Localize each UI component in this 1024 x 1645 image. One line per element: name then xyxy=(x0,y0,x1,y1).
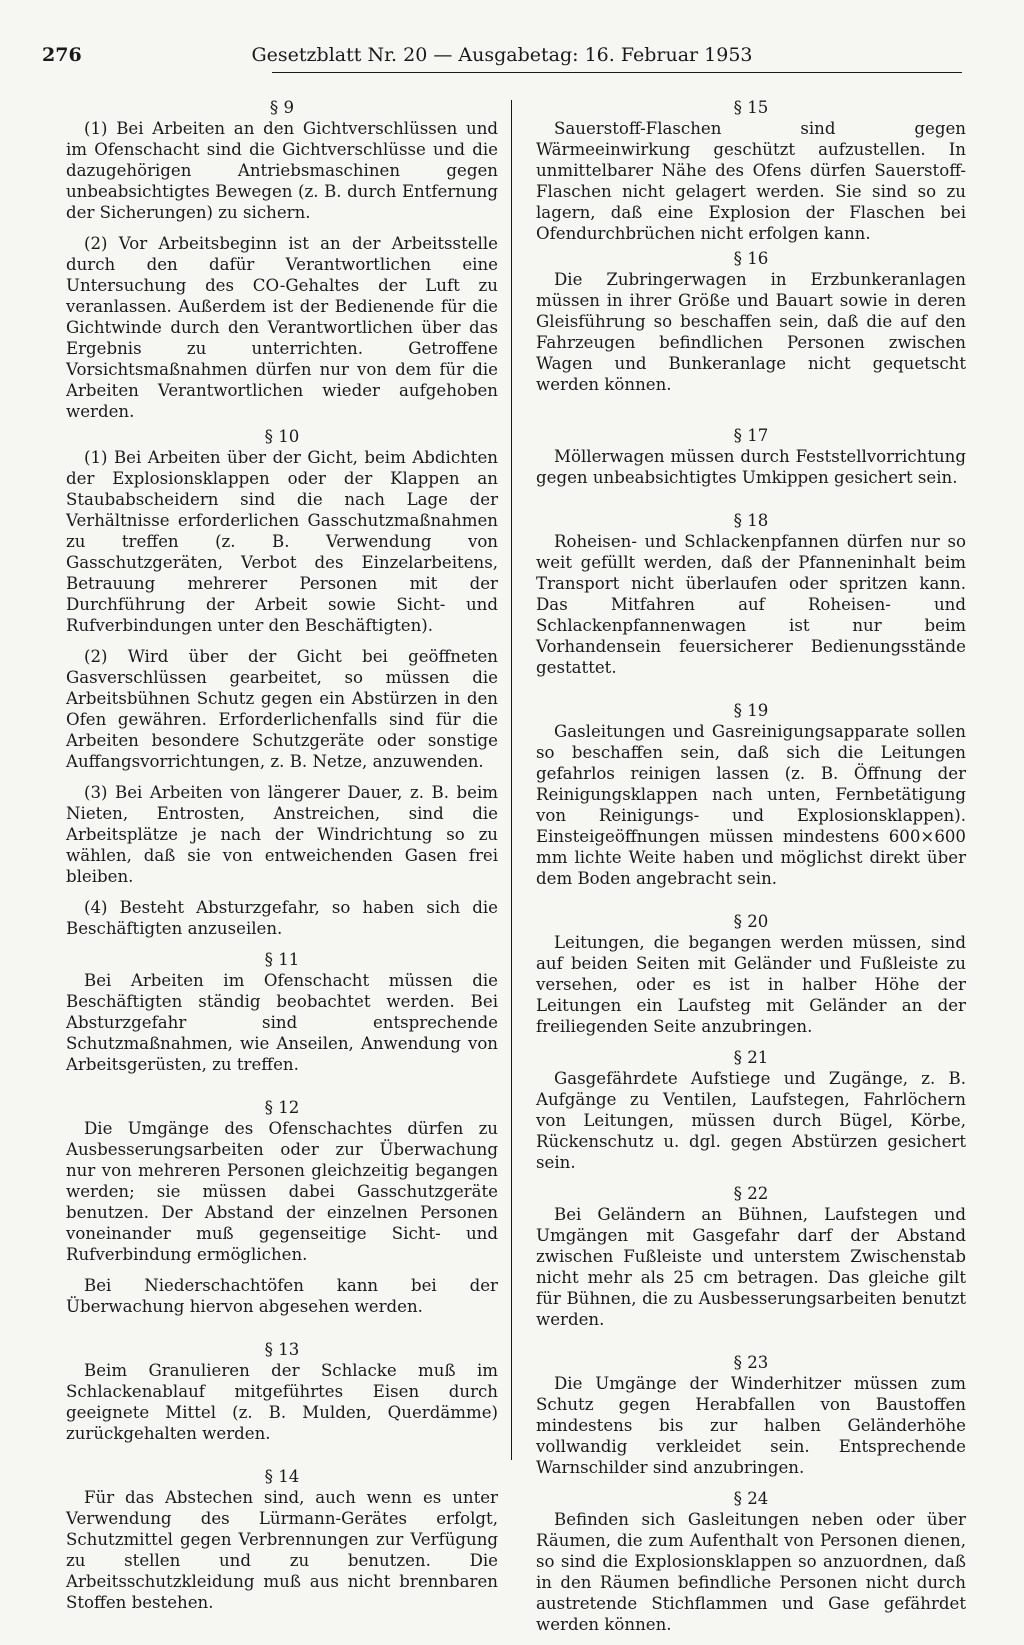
section-heading: § 15 xyxy=(733,98,769,117)
header-rule xyxy=(272,72,962,73)
paragraph: Bei Geländern an Bühnen, Laufstegen und Umgängen mit Gasgefahr darf der Abstand zwischen Fußleiste und unterstem Zwischenstab nicht mehr als 25 cm betragen. Das gleiche gilt für Bühnen, die zu Ausbesserungsarbeiten benutzt werden. xyxy=(536,1205,966,1329)
paragraph: Beim Granulieren der Schlacke muß im Schlackenablauf mitgeführtes Eisen durch geeignete Mittel (z. B. Mulden, Querdämme) zurückgehalten werden. xyxy=(66,1361,498,1443)
section-heading: § 14 xyxy=(264,1467,300,1486)
section-heading: § 20 xyxy=(733,912,769,931)
section-heading: § 12 xyxy=(264,1098,300,1117)
section-heading: § 13 xyxy=(264,1340,300,1359)
section-heading: § 23 xyxy=(733,1353,769,1372)
paragraph: Bei Arbeiten im Ofenschacht müssen die Beschäftigten ständig beobachtet werden. Bei Absturzgefahr sind entsprechende Schutzmaßnahmen, wie Anseilen, Anwendung von Arbeitsgerüsten, zu treffen. xyxy=(66,971,498,1074)
left-column xyxy=(66,97,498,1623)
section-heading: § 10 xyxy=(264,427,300,446)
paragraph: Sauerstoff-Flaschen sind gegen Wärmeeinwirkung geschützt aufzustellen. In unmittelbarer Nähe des Ofens dürfen Sauerstoff-Flaschen nicht gelagert werden. Sie sind so zu lagern, daß eine Explosion der Flaschen bei Ofendurchbrüchen nicht erfolgen kann. xyxy=(536,119,966,243)
paragraph: Die Zubringerwagen in Erzbunkeranlagen müssen in ihrer Größe und Bauart sowie in deren Gleisführung so beschaffen sein, daß die auf den Fahrzeugen befindlichen Personen zwischen Wagen und Bunkeranlage nicht gequetscht werden können. xyxy=(536,270,966,394)
paragraph: (1) Bei Arbeiten über der Gicht, beim Abdichten der Explosionsklappen oder der Klappen an Staubabscheidern sind die nach Lage der Verhältnisse erforderlichen Gasschutzmaßnahmen zu treffen (z. B. Verwendung von Gasschutzgeräten, Verbot des Einzelarbeitens, Betrauung mehrerer Personen mit der Durchführung der Arbeit sowie Sicht- und Rufverbindungen unter den Beschäftigten). xyxy=(66,448,498,635)
paragraph: Gasleitungen und Gasreinigungsapparate sollen so beschaffen sein, daß sich die Leitungen gefahrlos reinigen lassen (z. B. Öffnung der Reinigungsklappen nach unten, Fernbetätigung von Reinigungs- und Explosionsklappen). Einsteigeöffnungen müssen mindestens 600×600 mm lichte Weite haben und möglichst direkt über dem Boden angebracht sein. xyxy=(536,722,966,888)
paragraph: Leitungen, die begangen werden müssen, sind auf beiden Seiten mit Geländer und Fußleiste zu versehen, oder es ist in halber Höhe der Leitungen ein Laufsteg mit Geländer an der freiliegenden Seite anzubringen. xyxy=(536,933,966,1036)
paragraph: Die Umgänge des Ofenschachtes dürfen zu Ausbesserungsarbeiten oder zur Überwachung nur von mehreren Personen gleichzeitig begangen werden; sie müssen dabei Gasschutzgeräte benutzen. Der Abstand der einzelnen Personen voneinander muß gegenseitige Sicht- und Rufverbindung ermöglichen. xyxy=(66,1119,498,1264)
section-heading: § 21 xyxy=(733,1048,769,1067)
paragraph: Für das Abstechen sind, auch wenn es unter Verwendung des Lürmann-Gerätes erfolgt, Schutzmittel gegen Verbrennungen zur Verfügung zu stellen und zu benutzen. Die Arbeitsschutzkleidung muß aus nicht brennbaren Stoffen bestehen. xyxy=(66,1488,498,1612)
paragraph: (3) Bei Arbeiten von längerer Dauer, z. B. beim Nieten, Entrosten, Anstreichen, sind die Arbeitsplätze je nach der Windrichtung so zu wählen, daß sie von entweichenden Gasen frei bleiben. xyxy=(66,783,498,886)
section-heading: § 22 xyxy=(733,1184,769,1203)
paragraph: Die Umgänge der Winderhitzer müssen zum Schutz gegen Herabfallen von Baustoffen mindestens bis zur halben Geländerhöhe vollwandig verkleidet sein. Entsprechende Warnschilder sind anzubringen. xyxy=(536,1374,966,1477)
page-number: 276 xyxy=(42,44,82,66)
section-heading: § 18 xyxy=(733,511,769,530)
paragraph: (1) Bei Arbeiten an den Gichtverschlüssen und im Ofenschacht sind die Gichtverschlüsse und die dazugehörigen Antriebsmaschinen gegen unbeabsichtigtes Bewegen (z. B. durch Entfernung der Sicherungen) zu sichern. xyxy=(66,119,498,222)
paragraph: (2) Vor Arbeitsbeginn ist an der Arbeitsstelle durch den dafür Verantwortlichen eine Untersuchung des CO-Gehaltes der Luft zu veranlassen. Außerdem ist der Bedienende für die Gichtwinde durch den Verantwortlichen über das Ergebnis zu unterrichten. Getroffene Vorsichtsmaßnahmen dürfen nur von dem für die Arbeiten Verantwortlichen wieder aufgehoben werden. xyxy=(66,234,498,421)
paragraph: Roheisen- und Schlackenpfannen dürfen nur so weit gefüllt werden, daß der Pfanneninhalt beim Transport nicht überlaufen oder spritzen kann. Das Mitfahren auf Roheisen- und Schlackenpfannenwagen ist nur beim Vorhandensein feuersicherer Bedienungsstände gestattet. xyxy=(536,532,966,677)
page-header xyxy=(42,44,962,78)
paragraph: Bei Niederschachtöfen kann bei der Überwachung hiervon abgesehen werden. xyxy=(66,1276,498,1316)
paragraph: (2) Wird über der Gicht bei geöffneten Gasverschlüssen gearbeitet, so müssen die Arbeitsbühnen Schutz gegen ein Abstürzen in den Ofen gewähren. Erforderlichenfalls sind für die Arbeiten besondere Schutzgeräte oder sonstige Auffangsvorrichtungen, z. B. Netze, anzuwenden. xyxy=(66,647,498,771)
section-heading: § 24 xyxy=(733,1489,769,1508)
section-heading: § 9 xyxy=(269,98,295,117)
section-heading: § 11 xyxy=(264,950,300,969)
paragraph: Gasgefährdete Aufstiege und Zugänge, z. B. Aufgänge zu Ventilen, Laufstegen, Fahrlöchern von Leitungen, müssen durch Bügel, Körbe, Rückenschutz u. dgl. gegen Abstürzen gesichert sein. xyxy=(536,1069,966,1172)
section-heading: § 16 xyxy=(733,249,769,268)
paragraph: (4) Besteht Absturzgefahr, so haben sich die Beschäftigten anzuseilen. xyxy=(66,898,498,938)
column-divider xyxy=(511,100,512,1460)
section-heading: § 19 xyxy=(733,701,769,720)
right-column xyxy=(536,97,966,1645)
paragraph: Möllerwagen müssen durch Feststellvorrichtung gegen unbeabsichtigtes Umkippen gesichert sein. xyxy=(536,447,966,487)
section-heading: § 17 xyxy=(733,426,769,445)
paragraph: Befinden sich Gasleitungen neben oder über Räumen, die zum Aufenthalt von Personen dienen, so sind die Explosionsklappen so anzuordnen, daß in den Räumen befindliche Personen nicht durch austretende Stichflammen und Gase gefährdet werden können. xyxy=(536,1510,966,1634)
header-title: Gesetzblatt Nr. 20 — Ausgabetag: 16. Februar 1953 xyxy=(251,44,753,66)
